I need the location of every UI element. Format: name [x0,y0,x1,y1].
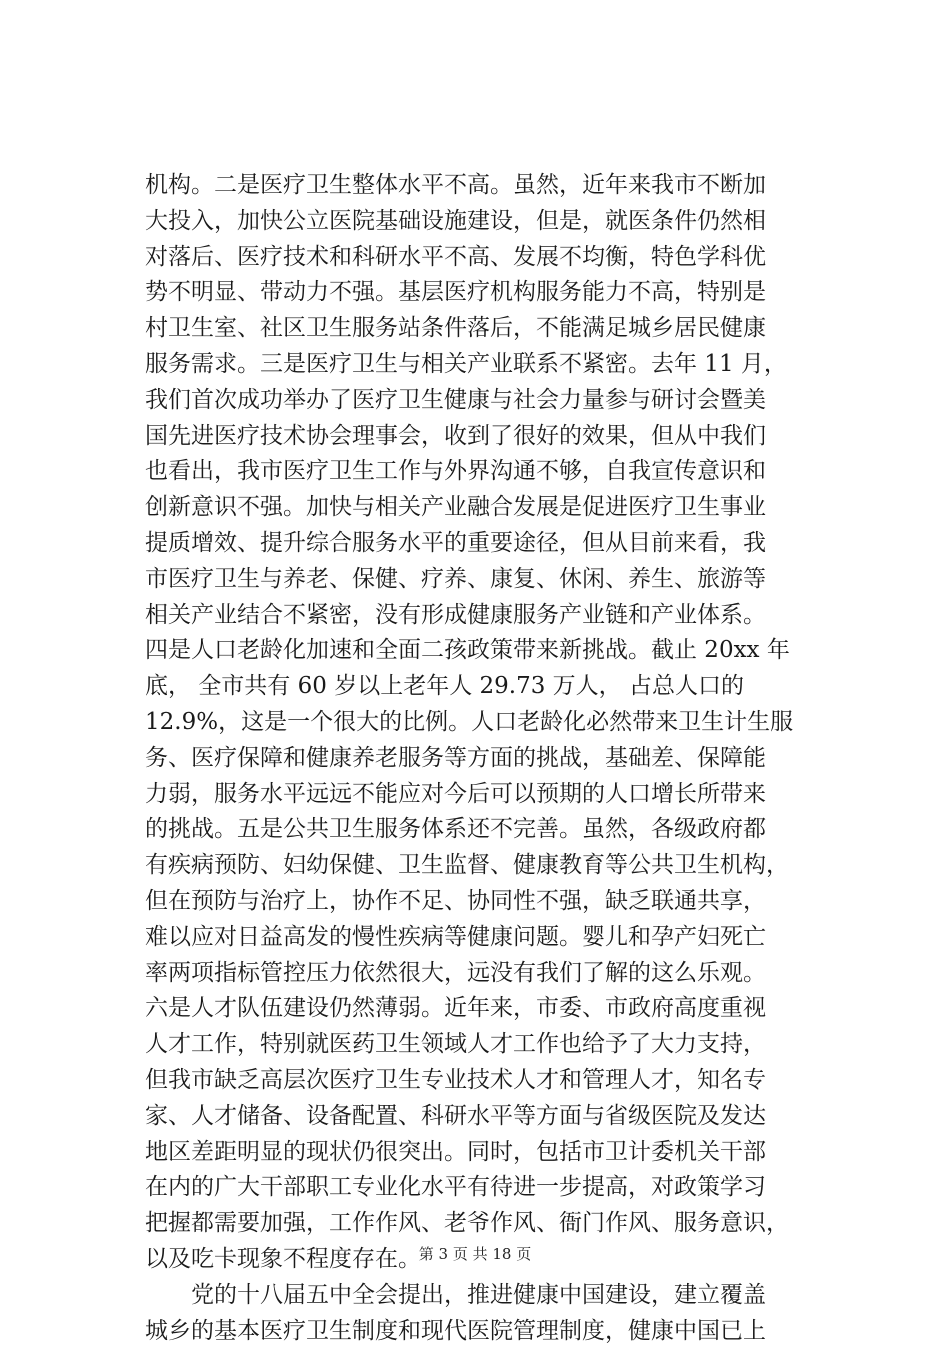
text-line: 国先进医疗技术协会理事会，收到了很好的效果，但从中我们 [145,419,845,455]
text-line: 务、医疗保障和健康养老服务等方面的挑战，基础差、保障能 [145,741,845,777]
text-line: 创新意识不强。加快与相关产业融合发展是促进医疗卫生事业 [145,490,845,526]
text-line: 我们首次成功举办了医疗卫生健康与社会力量参与研讨会暨美 [145,383,845,419]
text-line: 机构。二是医疗卫生整体水平不高。虽然，近年来我市不断加 [145,168,845,204]
text-line: 地区差距明显的现状仍很突出。同时，包括市卫计委机关干部 [145,1135,845,1171]
text-line: 难以应对日益高发的慢性疾病等健康问题。婴儿和孕产妇死亡 [145,920,845,956]
text-line: 市医疗卫生与养老、保健、疗养、康复、休闲、养生、旅游等 [145,562,845,598]
text-line: 服务需求。三是医疗卫生与相关产业联系不紧密。去年 11 月， [145,347,845,383]
text-line: 对落后、医疗技术和科研水平不高、发展不均衡，特色学科优 [145,240,845,276]
text-line: 提质增效、提升综合服务水平的重要途径，但从目前来看，我 [145,526,845,562]
text-line: 底， 全市共有 60 岁以上老年人 29.73 万人， 占总人口的 [145,669,845,705]
text-line: 率两项指标管控压力依然很大，远没有我们了解的这么乐观。 [145,956,845,992]
text-line: 大投入，加快公立医院基础设施建设，但是，就医条件仍然相 [145,204,845,240]
text-line: 力弱，服务水平远远不能应对今后可以预期的人口增长所带来 [145,777,845,813]
text-line: 人才工作，特别就医药卫生领域人才工作也给予了大力支持， [145,1027,845,1063]
body-text [145,168,845,1349]
text-line: 村卫生室、社区卫生服务站条件落后，不能满足城乡居民健康 [145,311,845,347]
text-line: 城乡的基本医疗卫生制度和现代医院管理制度，健康中国已上 [145,1314,845,1349]
text-line: 势不明显、带动力不强。基层医疗机构服务能力不高，特别是 [145,275,845,311]
text-line: 六是人才队伍建设仍然薄弱。近年来，市委、市政府高度重视 [145,991,845,1027]
text-line: 党的十八届五中全会提出，推进健康中国建设，建立覆盖 [145,1278,845,1314]
text-line: 但在预防与治疗上，协作不足、协同性不强，缺乏联通共享， [145,884,845,920]
text-line: 把握都需要加强，工作作风、老爷作风、衙门作风、服务意识， [145,1206,845,1242]
text-line: 家、人才储备、设备配置、科研水平等方面与省级医院及发达 [145,1099,845,1135]
text-line: 以及吃卡现象不程度存在。 [145,1242,845,1278]
page-footer: 第 3 页 共 18 页 [0,1244,950,1264]
text-line: 在内的广大干部职工专业化水平有待进一步提高，对政策学习 [145,1170,845,1206]
text-line: 的挑战。五是公共卫生服务体系还不完善。虽然，各级政府都 [145,812,845,848]
text-line: 有疾病预防、妇幼保健、卫生监督、健康教育等公共卫生机构， [145,848,845,884]
text-line: 四是人口老龄化加速和全面二孩政策带来新挑战。截止 20xx 年 [145,633,845,669]
text-line: 但我市缺乏高层次医疗卫生专业技术人才和管理人才，知名专 [145,1063,845,1099]
text-line: 也看出，我市医疗卫生工作与外界沟通不够，自我宣传意识和 [145,454,845,490]
text-line: 相关产业结合不紧密，没有形成健康服务产业链和产业体系。 [145,598,845,634]
text-line: 12.9%，这是一个很大的比例。人口老龄化必然带来卫生计生服 [145,705,845,741]
